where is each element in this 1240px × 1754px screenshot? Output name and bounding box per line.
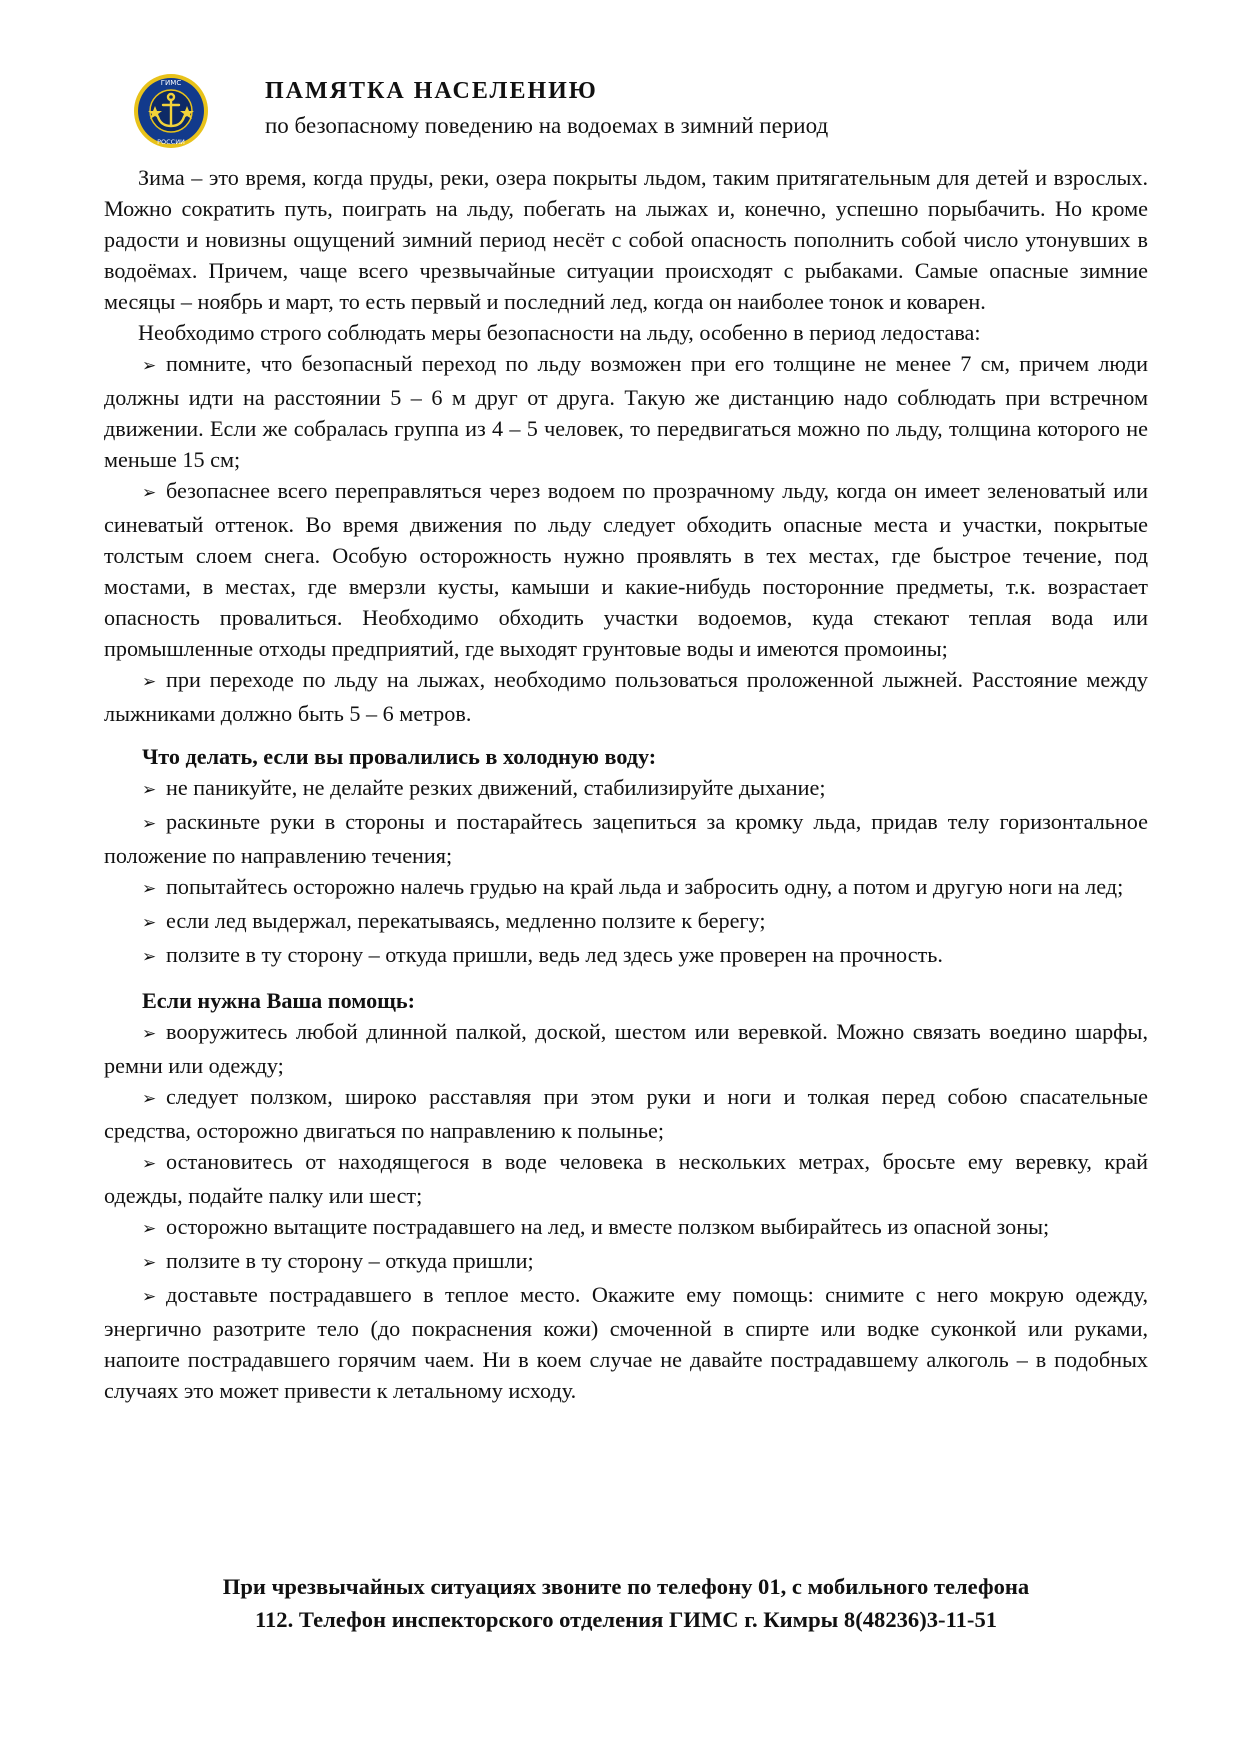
rule-item: [104, 664, 1148, 729]
arrow-bullet-icon: ➢: [142, 483, 157, 503]
help-text: вооружитесь любой длинной палкой, доской, шестом или веревкой. Можно связать воедино шарфы, ремни или одежду;: [104, 1019, 1148, 1078]
help-text: осторожно вытащите пострадавшего на лед, и вместе ползком выбирайтесь из опасной зоны;: [166, 1214, 1050, 1239]
page-subtitle: по безопасному поведению на водоемах в зимний период: [265, 113, 829, 138]
emblem-bottom-text: РОССИИ: [157, 138, 185, 146]
help-text: следует ползком, широко расставляя при этом руки и ноги и толкая перед собою спасательные средства, осторожно двигаться по направлению к полынье;: [104, 1084, 1148, 1143]
fell-text: не паникуйте, не делайте резких движений, стабилизируйте дыхание;: [166, 775, 826, 800]
rule-text: при переходе по льду на лыжах, необходимо пользоваться проложенной лыжней. Расстояние между лыжниками должно быть 5 – 6 метров.: [104, 667, 1148, 726]
fell-item: [104, 772, 1148, 806]
arrow-bullet-icon: ➢: [142, 356, 157, 376]
arrow-bullet-icon: ➢: [142, 672, 157, 692]
help-item: [104, 1211, 1148, 1245]
arrow-bullet-icon: ➢: [142, 1253, 157, 1273]
fell-item: [104, 871, 1148, 905]
emergency-line-2: 112. Телефон инспекторского отделения ГИМС г. Кимры 8(48236)3-11-51: [254, 1607, 998, 1632]
arrow-bullet-icon: ➢: [142, 1219, 157, 1239]
page-title: ПАМЯТКА НАСЕЛЕНИЮ: [265, 78, 598, 104]
rule-item: [104, 475, 1148, 664]
fell-text: если лед выдержал, перекатываясь, медленно ползите к берегу;: [166, 908, 766, 933]
arrow-bullet-icon: ➢: [142, 913, 157, 933]
section-help-heading: Если нужна Ваша помощь:: [142, 988, 416, 1013]
arrow-bullet-icon: ➢: [142, 1154, 157, 1174]
help-item: [104, 1146, 1148, 1211]
memo-body: [104, 162, 1148, 1406]
rule-item: [104, 348, 1148, 475]
help-item: [104, 1279, 1148, 1406]
emblem-top-text: ГИМС: [160, 79, 182, 87]
help-item: [104, 1016, 1148, 1081]
gims-emblem-icon: [133, 73, 209, 149]
arrow-bullet-icon: ➢: [142, 1024, 157, 1044]
arrow-bullet-icon: ➢: [142, 780, 157, 800]
rule-text: безопаснее всего переправляться через водоем по прозрачному льду, когда он имеет зеленоватый или синеватый оттенок. Во время движения по льду следует обходить опасные места и участки, покрытые толстым слоем снега. Особую осторожность нужно проявлять в тех местах, где быстрое течение, под мостами, в местах, где вмерзли кусты, камыши и какие-нибудь посторонние предметы, т.к. возрастает опасность провалиться. Необходимо обходить участки водоемов, куда стекают теплая вода или промышленные отходы предприятий, где выходят грунтовые воды и имеются промоины;: [104, 478, 1148, 661]
help-text: ползите в ту сторону – откуда пришли;: [166, 1248, 534, 1273]
help-item: [104, 1081, 1148, 1146]
arrow-bullet-icon: ➢: [142, 947, 157, 967]
rule-text: помните, что безопасный переход по льду возможен при его толщине не менее 7 см, причем люди должны идти на расстоянии 5 – 6 м друг от друга. Такую же дистанцию надо соблюдать при встречном движении. Если же собралась группа из 4 – 5 человек, то передвигаться можно по льду, толщина которого не меньше 15 см;: [104, 351, 1148, 472]
arrow-bullet-icon: ➢: [142, 1089, 157, 1109]
fell-item: [104, 806, 1148, 871]
fell-text: раскиньте руки в стороны и постарайтесь зацепиться за кромку льда, придав телу горизонтальное положение по направлению течения;: [104, 809, 1148, 868]
fell-text: ползите в ту сторону – откуда пришли, ведь лед здесь уже проверен на прочность.: [166, 942, 943, 967]
section-fell-heading: Что делать, если вы провалились в холодную воду:: [142, 744, 657, 769]
arrow-bullet-icon: ➢: [142, 879, 157, 899]
intro-paragraph: Зима – это время, когда пруды, реки, озера покрыты льдом, таким притягательным для детей и взрослых. Можно сократить путь, поиграть на льду, побегать на лыжах и, конечно, успешно порыбачить. Но кроме радости и новизны ощущений зимний период несёт с собой опасность пополнить собой число утонувших в водоёмах. Причем, чаще всего чрезвычайные ситуации происходят с рыбаками. Самые опасные зимние месяцы – ноябрь и март, то есть первый и последний лед, когда он наиболее тонок и коварен.: [104, 165, 1148, 314]
help-text: остановитесь от находящегося в воде человека в нескольких метрах, бросьте ему веревку, край одежды, подайте палку или шест;: [104, 1149, 1148, 1208]
intro-paragraph: Необходимо строго соблюдать меры безопасности на льду, особенно в период ледостава:: [138, 320, 981, 345]
help-text: доставьте пострадавшего в теплое место. Окажите ему помощь: снимите с него мокрую одежду, энергично разотрите тело (до покраснения кожи) смоченной в спирте или водке суконкой или руками, напоите пострадавшего горячим чаем. Ни в коем случае не давайте пострадавшему алкоголь – в подобных случаях это может привести к летальному исходу.: [104, 1282, 1148, 1403]
emergency-line-1: При чрезвычайных ситуациях звоните по телефону 01, с мобильного телефона: [222, 1574, 1030, 1599]
fell-item: [104, 939, 1148, 973]
help-item: [104, 1245, 1148, 1279]
fell-item: [104, 905, 1148, 939]
emergency-contacts: [104, 1570, 1148, 1636]
fell-text: попытайтесь осторожно налечь грудью на край льда и забросить одну, а потом и другую ноги на лед;: [166, 874, 1124, 899]
arrow-bullet-icon: ➢: [142, 814, 157, 834]
arrow-bullet-icon: ➢: [142, 1287, 157, 1307]
